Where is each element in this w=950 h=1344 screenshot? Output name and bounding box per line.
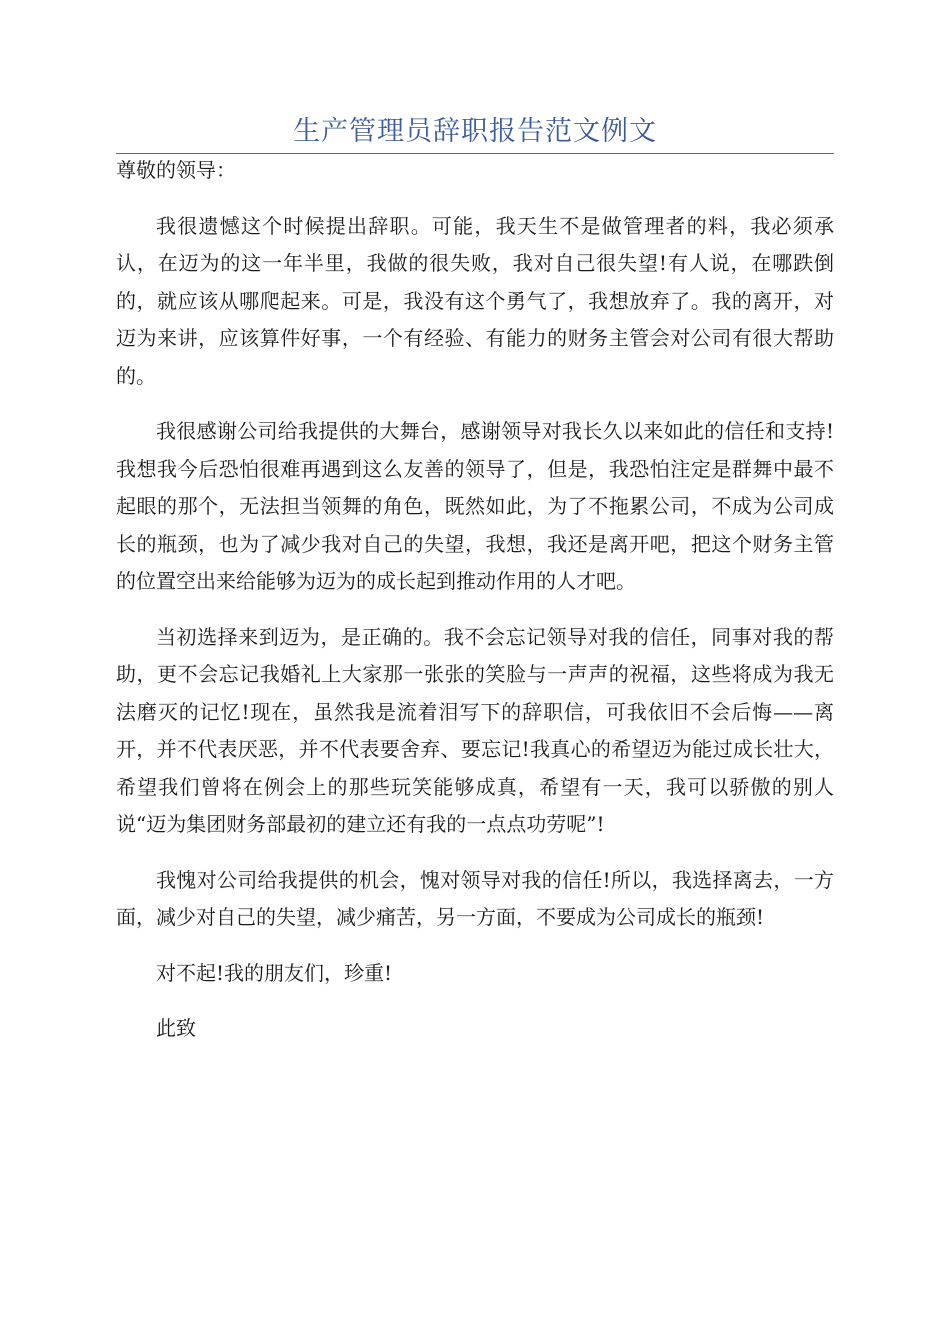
document-title: 生产管理员辞职报告范文例文	[293, 116, 657, 147]
paragraph-2: 我很感谢公司给我提供的大舞台，感谢领导对我长久以来如此的信任和支持!我想我今后恐怕很难再遇到这么友善的领导了，但是，我恐怕注定是群舞中最不起眼的那个，无法担当领舞的角色，既然如此，为了不拖累公司，不成为公司成长的瓶颈，也为了减少我对自己的失望，我想，我还是离开吧，把这个财务主管的位置空出来给能够为迈为的成长起到推动作用的人才吧。	[116, 419, 834, 593]
closing-salutation: 此致	[156, 1016, 196, 1040]
salutation: 尊敬的领导：	[116, 158, 236, 182]
paragraph-3: 当初选择来到迈为，是正确的。我不会忘记领导对我的信任，同事对我的帮助，更不会忘记我婚礼上大家那一张张的笑脸与一声声的祝福，这些将成为我无法磨灭的记忆!现在，虽然我是流着泪写下的辞职信，可我依旧不会后悔——离开，并不代表厌恶，并不代表要舍弃、要忘记!我真心的希望迈为能过成长壮大，希望我们曾将在例会上的那些玩笑能够成真，希望有一天，我可以骄傲的别人说“迈为集团财务部最初的建立还有我的一点点功劳呢”!	[116, 624, 834, 836]
paragraph-1: 我很遗憾这个时候提出辞职。可能，我天生不是做管理者的料，我必须承认，在迈为的这一年半里，我做的很失败，我对自己很失望!有人说，在哪跌倒的，就应该从哪爬起来。可是，我没有这个勇气了，我想放弃了。我的离开，对迈为来讲，应该算件好事，一个有经验、有能力的财务主管会对公司有很大帮助的。	[116, 213, 834, 388]
document-body	[116, 150, 834, 1048]
paragraph-4: 我愧对公司给我提供的机会，愧对领导对我的信任!所以，我选择离去，一方面，减少对自己的失望，减少痛苦，另一方面，不要成为公司成长的瓶颈!	[116, 867, 834, 929]
paragraph-5: 对不起!我的朋友们，珍重!	[156, 960, 393, 985]
